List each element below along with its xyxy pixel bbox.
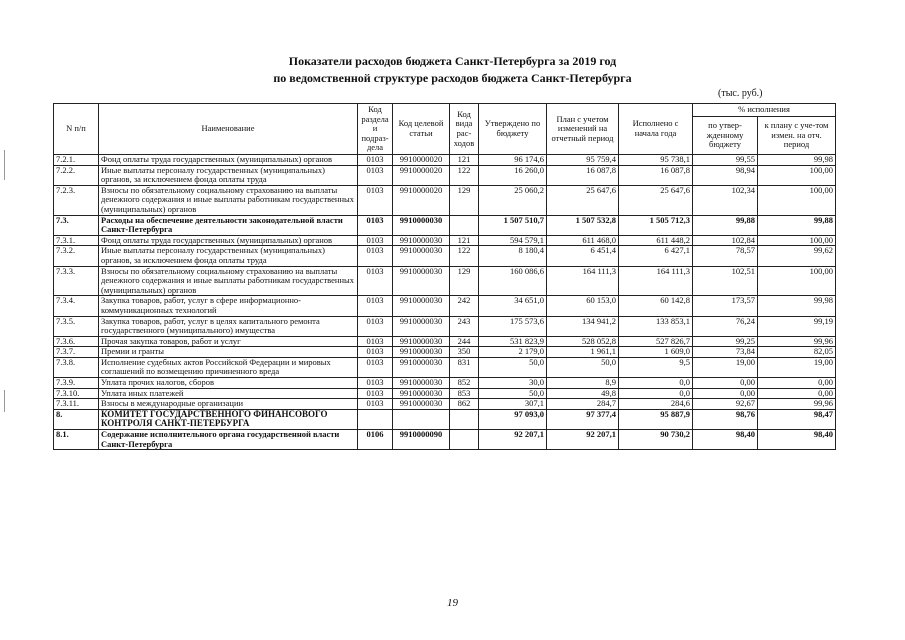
cell-executed: 9,5 [619,357,693,377]
header-expense-type-code: Код вида рас-ходов [450,104,479,155]
cell-num: 7.3.9. [54,378,99,389]
header-percent-group: % исполнения [693,104,836,117]
cell-plan: 8,9 [547,378,619,389]
cell-percent-plan: 100,00 [758,185,836,215]
cell-percent-plan: 100,00 [758,266,836,296]
cell-percent-plan: 100,00 [758,165,836,185]
expenditure-table [53,103,836,450]
cell-expense-type-code: 243 [450,316,479,336]
cell-num: 7.3.11. [54,399,99,410]
cell-plan: 6 451,4 [547,246,619,266]
cell-target-code: 9910000030 [393,235,450,246]
header-plan: План с учетом изменений на отчетный период [547,104,619,155]
page-number: 19 [447,597,458,609]
cell-name: Закупка товаров, работ, услуг в сфере информационно-коммуникационных технологий [99,296,358,316]
cell-expense-type-code: 244 [450,336,479,347]
cell-target-code: 9910000030 [393,266,450,296]
cell-name: Взносы в международные организации [99,399,358,410]
cell-num: 7.3.2. [54,246,99,266]
cell-section-code: 0103 [358,336,393,347]
cell-approved: 50,0 [479,357,547,377]
cell-executed: 25 647,6 [619,185,693,215]
cell-target-code: 9910000030 [393,316,450,336]
cell-executed: 164 111,3 [619,266,693,296]
cell-name: Премии и гранты [99,347,358,358]
cell-num: 7.3.7. [54,347,99,358]
cell-target-code: 9910000020 [393,155,450,166]
cell-expense-type-code: 350 [450,347,479,358]
cell-percent-plan: 99,19 [758,316,836,336]
cell-executed: 1 609,0 [619,347,693,358]
cell-percent-approved: 99,25 [693,336,758,347]
table-body [54,155,836,450]
cell-plan: 97 377,4 [547,409,619,429]
cell-section-code: 0103 [358,388,393,399]
cell-approved: 175 573,6 [479,316,547,336]
cell-plan: 92 207,1 [547,430,619,450]
cell-plan: 528 052,8 [547,336,619,347]
table-row [54,347,836,358]
cell-percent-plan: 99,96 [758,336,836,347]
header-section-code: Код раздела и подраз-дела [358,104,393,155]
cell-percent-plan: 0,00 [758,388,836,399]
cell-target-code: 9910000030 [393,388,450,399]
cell-percent-plan: 99,96 [758,399,836,410]
scan-edge-mark [4,150,5,180]
cell-percent-plan: 98,40 [758,430,836,450]
cell-approved: 307,1 [479,399,547,410]
cell-percent-approved: 102,34 [693,185,758,215]
cell-target-code: 9910000020 [393,185,450,215]
cell-target-code: 9910000090 [393,430,450,450]
cell-percent-approved: 173,57 [693,296,758,316]
cell-plan: 25 647,6 [547,185,619,215]
cell-expense-type-code: 129 [450,185,479,215]
cell-expense-type-code: 853 [450,388,479,399]
cell-percent-plan: 99,98 [758,296,836,316]
table-row [54,378,836,389]
cell-executed: 95 887,9 [619,409,693,429]
cell-num: 7.2.1. [54,155,99,166]
table-row [54,235,836,246]
cell-plan: 134 941,2 [547,316,619,336]
cell-approved: 97 093,0 [479,409,547,429]
cell-name: Фонд оплаты труда государственных (муниципальных) органов [99,155,358,166]
cell-plan: 611 468,0 [547,235,619,246]
cell-num: 7.2.3. [54,185,99,215]
header-percent-plan: к плану с уче-том измен. на отч. период [758,117,836,155]
cell-percent-approved: 92,67 [693,399,758,410]
cell-approved: 16 260,0 [479,165,547,185]
table-row [54,357,836,377]
cell-percent-plan: 100,00 [758,235,836,246]
cell-percent-plan: 82,05 [758,347,836,358]
cell-section-code: 0103 [358,185,393,215]
cell-percent-approved: 98,40 [693,430,758,450]
cell-plan: 95 759,4 [547,155,619,166]
cell-expense-type-code: 122 [450,165,479,185]
cell-approved: 50,0 [479,388,547,399]
cell-expense-type-code: 122 [450,246,479,266]
cell-percent-approved: 98,76 [693,409,758,429]
cell-percent-plan: 98,47 [758,409,836,429]
cell-num: 7.2.2. [54,165,99,185]
cell-executed: 133 853,1 [619,316,693,336]
cell-approved: 92 207,1 [479,430,547,450]
cell-num: 7.3.3. [54,266,99,296]
document-title-line1: Показатели расходов бюджета Санкт-Петербурга за 2019 год [288,54,617,68]
cell-name: Исполнение судебных актов Российской Федерации и мировых соглашений по возмещению причиненного вреда [99,357,358,377]
cell-target-code: 9910000030 [393,347,450,358]
cell-executed: 0,0 [619,378,693,389]
cell-executed: 60 142,8 [619,296,693,316]
cell-expense-type-code: 242 [450,296,479,316]
cell-percent-approved: 19,00 [693,357,758,377]
cell-expense-type-code: 121 [450,155,479,166]
cell-target-code: 9910000030 [393,378,450,389]
cell-section-code: 0103 [358,155,393,166]
cell-section-code: 0103 [358,316,393,336]
header-percent-approved: по утвер-жденному бюджету [693,117,758,155]
cell-percent-plan: 0,00 [758,378,836,389]
cell-name: Уплата прочих налогов, сборов [99,378,358,389]
cell-approved: 531 823,9 [479,336,547,347]
cell-executed: 284,6 [619,399,693,410]
cell-approved: 594 579,1 [479,235,547,246]
cell-percent-approved: 76,24 [693,316,758,336]
cell-percent-approved: 0,00 [693,378,758,389]
cell-num: 7.3.4. [54,296,99,316]
cell-name: Взносы по обязательному социальному страхованию на выплаты денежного содержания и иные выплаты работникам государственных (муниципальных) органов [99,185,358,215]
cell-target-code: 9910000020 [393,165,450,185]
table-row [54,336,836,347]
cell-executed: 90 730,2 [619,430,693,450]
table-row [54,266,836,296]
cell-plan: 49,8 [547,388,619,399]
cell-percent-plan: 99,88 [758,215,836,235]
cell-target-code: 9910000030 [393,399,450,410]
cell-percent-approved: 98,94 [693,165,758,185]
cell-expense-type-code: 862 [450,399,479,410]
cell-name: Иные выплаты персоналу государственных (муниципальных) органов, за исключением фонда оплаты труда [99,246,358,266]
cell-num: 7.3.10. [54,388,99,399]
cell-name: Закупка товаров, работ, услуг в целях капитального ремонта государственного (муниципального) имущества [99,316,358,336]
cell-plan: 1 507 532,8 [547,215,619,235]
cell-section-code: 0103 [358,296,393,316]
cell-executed: 0,0 [619,388,693,399]
cell-approved: 34 651,0 [479,296,547,316]
cell-target-code: 9910000030 [393,357,450,377]
cell-percent-approved: 99,88 [693,215,758,235]
cell-executed: 1 505 712,3 [619,215,693,235]
cell-expense-type-code [450,430,479,450]
cell-approved: 160 086,6 [479,266,547,296]
units-label: (тыс. руб.) [718,88,763,99]
cell-percent-plan: 19,00 [758,357,836,377]
cell-approved: 2 179,0 [479,347,547,358]
table-row [54,399,836,410]
header-executed: Исполнено с начала года [619,104,693,155]
cell-percent-plan: 99,62 [758,246,836,266]
cell-percent-approved: 73,84 [693,347,758,358]
cell-section-code: 0103 [358,266,393,296]
cell-name: Взносы по обязательному социальному страхованию на выплаты денежного содержания и иные выплаты работникам государственных (муниципальных) органов [99,266,358,296]
cell-approved: 25 060,2 [479,185,547,215]
table-row [54,316,836,336]
cell-expense-type-code [450,215,479,235]
header-approved: Утверждено по бюджету [479,104,547,155]
cell-name: Прочая закупка товаров, работ и услуг [99,336,358,347]
header-target-code: Код целевой статьи [393,104,450,155]
cell-approved: 1 507 510,7 [479,215,547,235]
cell-percent-plan: 99,98 [758,155,836,166]
cell-target-code: 9910000030 [393,246,450,266]
cell-plan: 284,7 [547,399,619,410]
cell-section-code: 0103 [358,165,393,185]
cell-name: КОМИТЕТ ГОСУДАРСТВЕННОГО ФИНАНСОВОГО КОНТРОЛЯ САНКТ-ПЕТЕРБУРГА [99,409,358,429]
header-num: N п/п [54,104,99,155]
header-name: Наименование [99,104,358,155]
cell-num: 8.1. [54,430,99,450]
cell-expense-type-code: 852 [450,378,479,389]
cell-approved: 8 180,4 [479,246,547,266]
table-row [54,215,836,235]
cell-name: Содержание исполнительного органа государственной власти Санкт-Петербурга [99,430,358,450]
cell-target-code: 9910000030 [393,336,450,347]
table-row [54,430,836,450]
scan-edge-mark [4,390,5,412]
cell-section-code: 0106 [358,430,393,450]
cell-section-code: 0103 [358,399,393,410]
cell-percent-approved: 99,55 [693,155,758,166]
cell-section-code [358,409,393,429]
cell-name: Иные выплаты персоналу государственных (муниципальных) органов, за исключением фонда оплаты труда [99,165,358,185]
cell-section-code: 0103 [358,246,393,266]
cell-executed: 611 448,2 [619,235,693,246]
document-title-line2: по ведомственной структуре расходов бюджета Санкт-Петербурга [273,71,632,85]
cell-plan: 16 087,8 [547,165,619,185]
cell-target-code: 9910000030 [393,296,450,316]
table-row [54,388,836,399]
cell-name: Расходы на обеспечение деятельности законодательной власти Санкт-Петербурга [99,215,358,235]
cell-approved: 96 174,6 [479,155,547,166]
cell-section-code: 0103 [358,357,393,377]
cell-executed: 6 427,1 [619,246,693,266]
cell-expense-type-code [450,409,479,429]
cell-approved: 30,0 [479,378,547,389]
table-row [54,185,836,215]
cell-num: 7.3.5. [54,316,99,336]
cell-plan: 60 153,0 [547,296,619,316]
table-row [54,155,836,166]
table-row [54,165,836,185]
cell-section-code: 0103 [358,347,393,358]
cell-expense-type-code: 121 [450,235,479,246]
cell-target-code: 9910000030 [393,215,450,235]
cell-plan: 164 111,3 [547,266,619,296]
cell-percent-approved: 0,00 [693,388,758,399]
cell-name: Фонд оплаты труда государственных (муниципальных) органов [99,235,358,246]
cell-num: 8. [54,409,99,429]
cell-num: 7.3.1. [54,235,99,246]
cell-section-code: 0103 [358,215,393,235]
cell-num: 7.3.6. [54,336,99,347]
cell-name: Уплата иных платежей [99,388,358,399]
cell-executed: 16 087,8 [619,165,693,185]
cell-percent-approved: 102,84 [693,235,758,246]
cell-num: 7.3. [54,215,99,235]
cell-section-code: 0103 [358,235,393,246]
cell-expense-type-code: 831 [450,357,479,377]
cell-percent-approved: 102,51 [693,266,758,296]
cell-plan: 1 961,1 [547,347,619,358]
cell-num: 7.3.8. [54,357,99,377]
cell-plan: 50,0 [547,357,619,377]
cell-section-code: 0103 [358,378,393,389]
cell-percent-approved: 78,57 [693,246,758,266]
cell-executed: 527 826,7 [619,336,693,347]
cell-expense-type-code: 129 [450,266,479,296]
cell-target-code [393,409,450,429]
table-row [54,409,836,429]
table-row [54,246,836,266]
table-row [54,296,836,316]
cell-executed: 95 738,1 [619,155,693,166]
